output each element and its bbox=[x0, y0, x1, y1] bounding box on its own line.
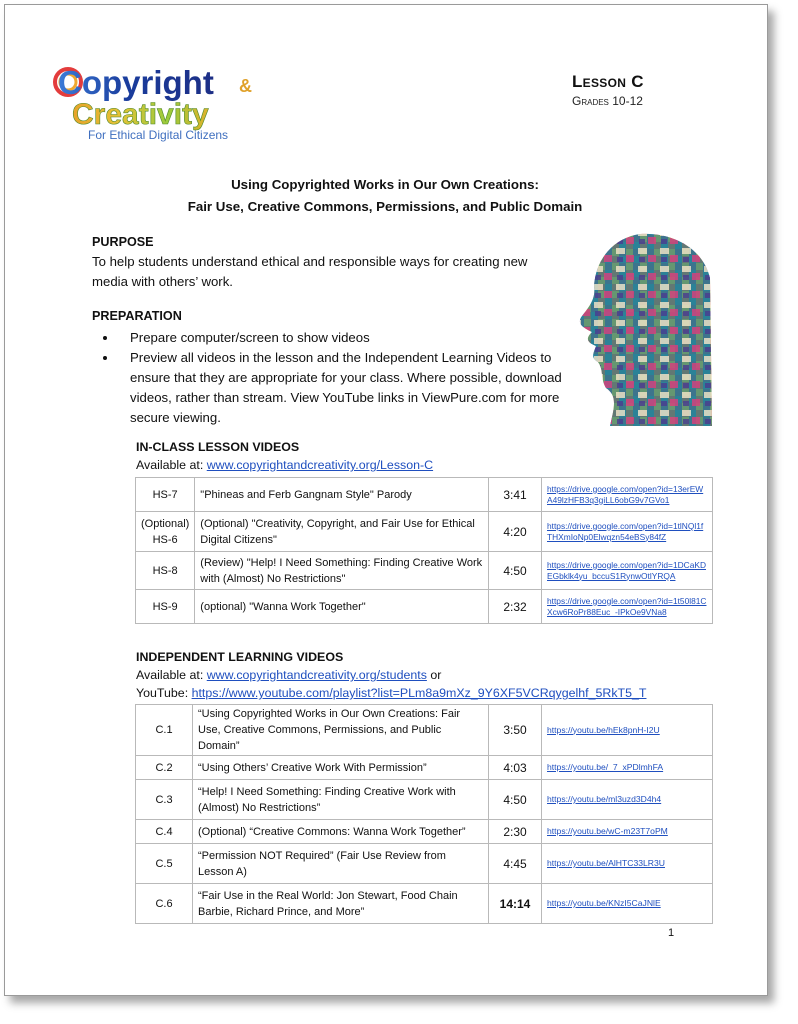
video-title: (optional) "Wanna Work Together" bbox=[195, 590, 489, 624]
video-title: “Permission NOT Required” (Fair Use Review from Lesson A) bbox=[193, 844, 489, 884]
lesson-c-link[interactable]: www.copyrightandcreativity.org/Lesson-C bbox=[206, 458, 434, 472]
video-code: C.6 bbox=[136, 884, 193, 924]
video-code: C.1 bbox=[136, 705, 193, 756]
table-row bbox=[136, 705, 713, 756]
video-duration: 3:41 bbox=[489, 478, 542, 512]
video-duration: 4:03 bbox=[489, 756, 542, 780]
video-title: “Using Copyrighted Works in Our Own Creations: Fair Use, Creative Commons, Permissions, and Public Domain” bbox=[193, 705, 489, 756]
lesson-label bbox=[572, 72, 662, 108]
video-link[interactable]: https://youtu.be/wC-m23T7oPM bbox=[542, 820, 713, 844]
youtube-line: YouTube: https://www.youtube.com/playlist?list=PLm8a9mXz_9Y6XF5VCRqygelhf_5RkT5_T bbox=[136, 686, 647, 700]
table-row bbox=[136, 780, 713, 820]
video-duration: 2:32 bbox=[489, 590, 542, 624]
video-duration: 4:20 bbox=[489, 512, 542, 552]
copyright-creativity-logo bbox=[52, 54, 282, 144]
table-row bbox=[136, 590, 713, 624]
independent-videos-table bbox=[135, 704, 713, 924]
document-title bbox=[130, 174, 640, 218]
svg-text:Copyright: Copyright bbox=[58, 64, 214, 101]
video-link[interactable]: https://youtu.be/hEk8pnH-I2U bbox=[542, 705, 713, 756]
purpose-text: To help students understand ethical and responsible ways for creating new media with others’ work. bbox=[92, 254, 528, 289]
video-link[interactable]: https://drive.google.com/open?id=1tlNQl1fTHXmIoNp0Elwqzn54eBSy84fZ bbox=[542, 512, 713, 552]
independent-videos-header bbox=[136, 648, 646, 702]
video-link[interactable]: https://drive.google.com/open?id=1t50l81CXcw6RoPr88Euc_-IPkOe9VNa8 bbox=[542, 590, 713, 624]
lesson-title: Lesson C bbox=[572, 72, 644, 91]
svg-text:&: & bbox=[239, 76, 252, 96]
page-number: 1 bbox=[668, 927, 675, 939]
preparation-list bbox=[92, 328, 562, 428]
video-title: (Optional) “Creative Commons: Wanna Work Together” bbox=[193, 820, 489, 844]
video-duration: 3:50 bbox=[489, 705, 542, 756]
video-title: "Phineas and Ferb Gangnam Style" Parody bbox=[195, 478, 489, 512]
in-class-videos-header bbox=[136, 438, 433, 474]
independent-heading: INDEPENDENT LEARNING VIDEOS bbox=[136, 650, 344, 664]
purpose-section bbox=[92, 232, 562, 292]
video-title: “Help! I Need Something: Finding Creative Work with (Almost) No Restrictions” bbox=[193, 780, 489, 820]
video-code: HS-7 bbox=[136, 478, 195, 512]
svg-text:Creativity: Creativity bbox=[72, 98, 209, 131]
title-line-2: Fair Use, Creative Commons, Permissions, and Public Domain bbox=[187, 199, 583, 214]
preparation-heading: PREPARATION bbox=[92, 309, 182, 323]
table-row bbox=[136, 820, 713, 844]
preparation-section bbox=[92, 306, 562, 428]
video-link[interactable]: https://drive.google.com/open?id=1DCaKDEGbklk4yu_bccuS1RynwOtlYRQA bbox=[542, 552, 713, 590]
table-row bbox=[136, 478, 713, 512]
purpose-heading: PURPOSE bbox=[92, 235, 154, 249]
collage-face-image bbox=[570, 228, 712, 430]
title-line-1: Using Copyrighted Works in Our Own Creations: bbox=[231, 177, 539, 192]
list-item: • Preview all videos in the lesson and the Independent Learning Videos to ensure that they are appropriate for your class. Where possible, download videos, rather than stream. View YouTube links in ViewPure.com for more secure viewing. bbox=[118, 348, 562, 428]
video-title: “Fair Use in the Real World: Jon Stewart, Food Chain Barbie, Richard Prince, and More” bbox=[193, 884, 489, 924]
grades-label: Grades 10-12 bbox=[572, 94, 643, 108]
independent-available: Available at: www.copyrightandcreativity.org/students or bbox=[136, 668, 442, 682]
svg-text:For Ethical Digital Citizens: For Ethical Digital Citizens bbox=[88, 128, 229, 142]
table-row bbox=[136, 756, 713, 780]
video-code: C.4 bbox=[136, 820, 193, 844]
table-row bbox=[136, 844, 713, 884]
list-item: • Prepare computer/screen to show videos bbox=[118, 328, 562, 348]
video-link[interactable]: https://drive.google.com/open?id=13erEWA49lzHFB3q3giLL6obG9v7GVo1 bbox=[542, 478, 713, 512]
table-row bbox=[136, 884, 713, 924]
video-title: “Using Others’ Creative Work With Permission” bbox=[193, 756, 489, 780]
video-code: C.5 bbox=[136, 844, 193, 884]
video-link[interactable]: https://youtu.be/AlHTC33LR3U bbox=[542, 844, 713, 884]
video-code: HS-8 bbox=[136, 552, 195, 590]
video-code: C.2 bbox=[136, 756, 193, 780]
table-row bbox=[136, 552, 713, 590]
video-code: HS-9 bbox=[136, 590, 195, 624]
youtube-playlist-link[interactable]: https://www.youtube.com/playlist?list=PLm8a9mXz_9Y6XF5VCRqygelhf_5RkT5_T bbox=[191, 686, 647, 700]
video-title: (Review) "Help! I Need Something: Finding Creative Work with (Almost) No Restrictions" bbox=[195, 552, 489, 590]
video-link[interactable]: https://youtu.be/KNzI5CaJNlE bbox=[542, 884, 713, 924]
students-link[interactable]: www.copyrightandcreativity.org/students bbox=[206, 668, 427, 682]
video-duration: 4:50 bbox=[489, 780, 542, 820]
video-code: (Optional) HS-6 bbox=[136, 512, 195, 552]
table-row bbox=[136, 512, 713, 552]
in-class-heading: IN-CLASS LESSON VIDEOS bbox=[136, 440, 300, 454]
video-link[interactable]: https://youtu.be/_7_xPDlmhFA bbox=[542, 756, 713, 780]
video-duration: 14:14 bbox=[489, 884, 542, 924]
video-duration: 4:45 bbox=[489, 844, 542, 884]
video-duration: 2:30 bbox=[489, 820, 542, 844]
video-code: C.3 bbox=[136, 780, 193, 820]
video-title: (Optional) "Creativity, Copyright, and Fair Use for Ethical Digital Citizens" bbox=[195, 512, 489, 552]
video-duration: 4:50 bbox=[489, 552, 542, 590]
in-class-videos-table bbox=[135, 477, 713, 624]
in-class-available: Available at: www.copyrightandcreativity.org/Lesson-C bbox=[136, 458, 434, 472]
video-link[interactable]: https://youtu.be/ml3uzd3D4h4 bbox=[542, 780, 713, 820]
